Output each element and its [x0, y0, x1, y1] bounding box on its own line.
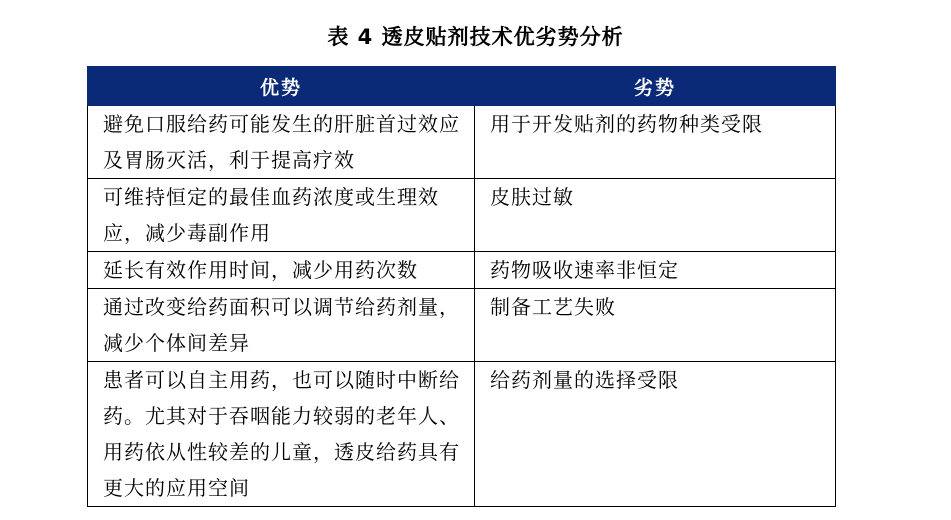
- advantage-cell: 延长有效作用时间，减少用药次数: [88, 252, 475, 289]
- table-caption: 表 4 透皮贴剂技术优劣势分析: [327, 25, 624, 49]
- header-disadvantages: 劣势: [475, 67, 836, 106]
- advantage-cell: 通过改变给药面积可以调节给药剂量，减少个体间差异: [88, 289, 475, 362]
- table-row: [88, 289, 836, 362]
- disadvantage-cell: 用于开发贴剂的药物种类受限: [475, 106, 836, 179]
- disadvantage-cell: 药物吸收速率非恒定: [475, 252, 836, 289]
- table-header-row: [88, 67, 836, 106]
- comparison-table: [87, 66, 836, 507]
- advantage-cell: 患者可以自主用药，也可以随时中断给药。尤其对于吞咽能力较弱的老年人、用药依从性较差的儿童，透皮给药具有更大的应用空间: [88, 362, 475, 507]
- table-row: [88, 179, 836, 252]
- table-row: [88, 252, 836, 289]
- disadvantage-cell: 制备工艺失败: [475, 289, 836, 362]
- advantage-cell: 避免口服给药可能发生的肝脏首过效应及胃肠灭活，利于提高疗效: [88, 106, 475, 179]
- table-row: [88, 106, 836, 179]
- advantage-cell: 可维持恒定的最佳血药浓度或生理效应，减少毒副作用: [88, 179, 475, 252]
- disadvantage-cell: 给药剂量的选择受限: [475, 362, 836, 507]
- header-advantages: 优势: [88, 67, 475, 106]
- disadvantage-cell: 皮肤过敏: [475, 179, 836, 252]
- table-row: [88, 362, 836, 507]
